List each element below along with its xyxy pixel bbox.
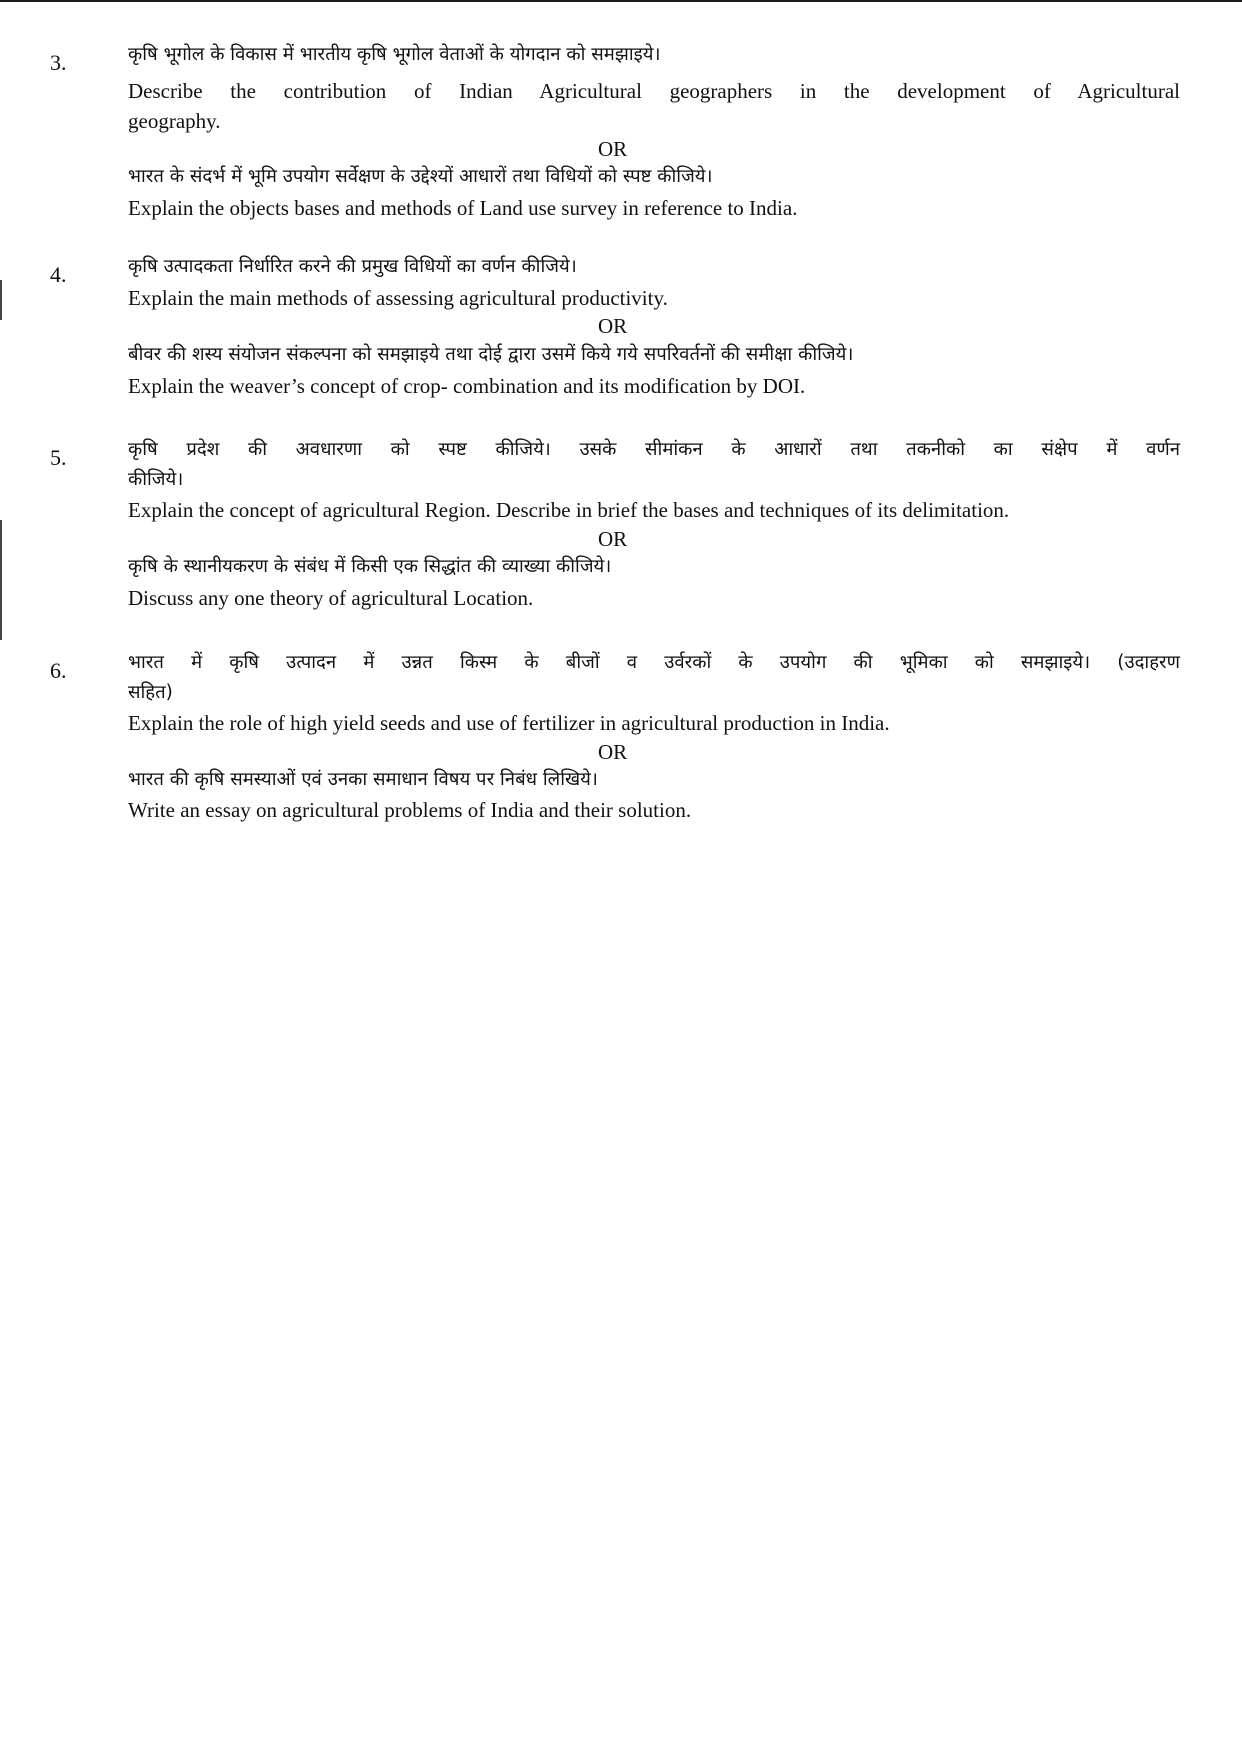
scan-margin-mark <box>0 520 2 640</box>
question-english-text: Explain the main methods of assessing agricultural productivity. <box>128 286 668 310</box>
question-hindi-text: भारत में कृषि उत्पादन में उन्नत किस्म के बीजों व उर्वरकों के उपयोग की भूमिका को समझाइये। (उदाहरण <box>128 652 1180 673</box>
question-hindi-text: कृषि उत्पादकता निर्धारित करने की प्रमुख विधियों का वर्णन कीजिये। <box>128 256 577 277</box>
alternative-hindi-text: भारत की कृषि समस्याओं एवं उनका समाधान विषय पर निबंध लिखिये। <box>128 769 598 790</box>
question-english-text: Explain the concept of agricultural Region. Describe in brief the bases and techniques of its delimitation. <box>128 498 1010 522</box>
alternative-english-text: Explain the weaver’s concept of crop- combination and its modification by DOI. <box>128 374 806 398</box>
question-english-text-continued: geography. <box>128 109 221 133</box>
question-english-text: Describe the contribution of Indian Agricultural geographers in the development of Agricultural <box>128 79 1180 103</box>
or-separator: OR <box>598 527 628 551</box>
question-hindi-text: कृषि भूगोल के विकास में भारतीय कृषि भूगोल वेताओं के योगदान को समझाइये। <box>128 44 661 65</box>
scan-margin-mark <box>0 280 2 320</box>
alternative-hindi-text: भारत के संदर्भ में भूमि उपयोग सर्वेक्षण के उद्देश्यों आधारों तथा विधियों को स्पष्ट कीजिये। <box>128 166 713 187</box>
or-separator: OR <box>598 740 628 764</box>
alternative-hindi-text: कृषि के स्थानीयकरण के संबंध में किसी एक सिद्धांत की व्याख्या कीजिये। <box>128 556 612 577</box>
question-hindi-text-continued: कीजिये। <box>128 469 184 490</box>
top-border-rule <box>0 0 1242 2</box>
question-number: 6. <box>50 658 67 683</box>
question-hindi-text-continued: सहित) <box>128 682 173 703</box>
or-separator: OR <box>598 314 628 338</box>
or-separator: OR <box>598 137 628 161</box>
alternative-english-text: Write an essay on agricultural problems of India and their solution. <box>128 798 692 822</box>
question-hindi-text: कृषि प्रदेश की अवधारणा को स्पष्ट कीजिये। उसके सीमांकन के आधारों तथा तकनीको का संक्षेप में वर्णन <box>128 439 1180 460</box>
question-number: 5. <box>50 445 67 470</box>
alternative-english-text: Explain the objects bases and methods of Land use survey in reference to India. <box>128 196 798 220</box>
question-english-text: Explain the role of high yield seeds and use of fertilizer in agricultural production in India. <box>128 711 890 735</box>
alternative-hindi-text: बीवर की शस्य संयोजन संकल्पना को समझाइये तथा दोई द्वारा उसमें किये गये सपरिवर्तनों की समीक्षा कीजिये। <box>128 344 854 365</box>
question-number: 4. <box>50 262 67 287</box>
alternative-english-text: Discuss any one theory of agricultural Location. <box>128 586 534 610</box>
question-number: 3. <box>50 50 67 75</box>
